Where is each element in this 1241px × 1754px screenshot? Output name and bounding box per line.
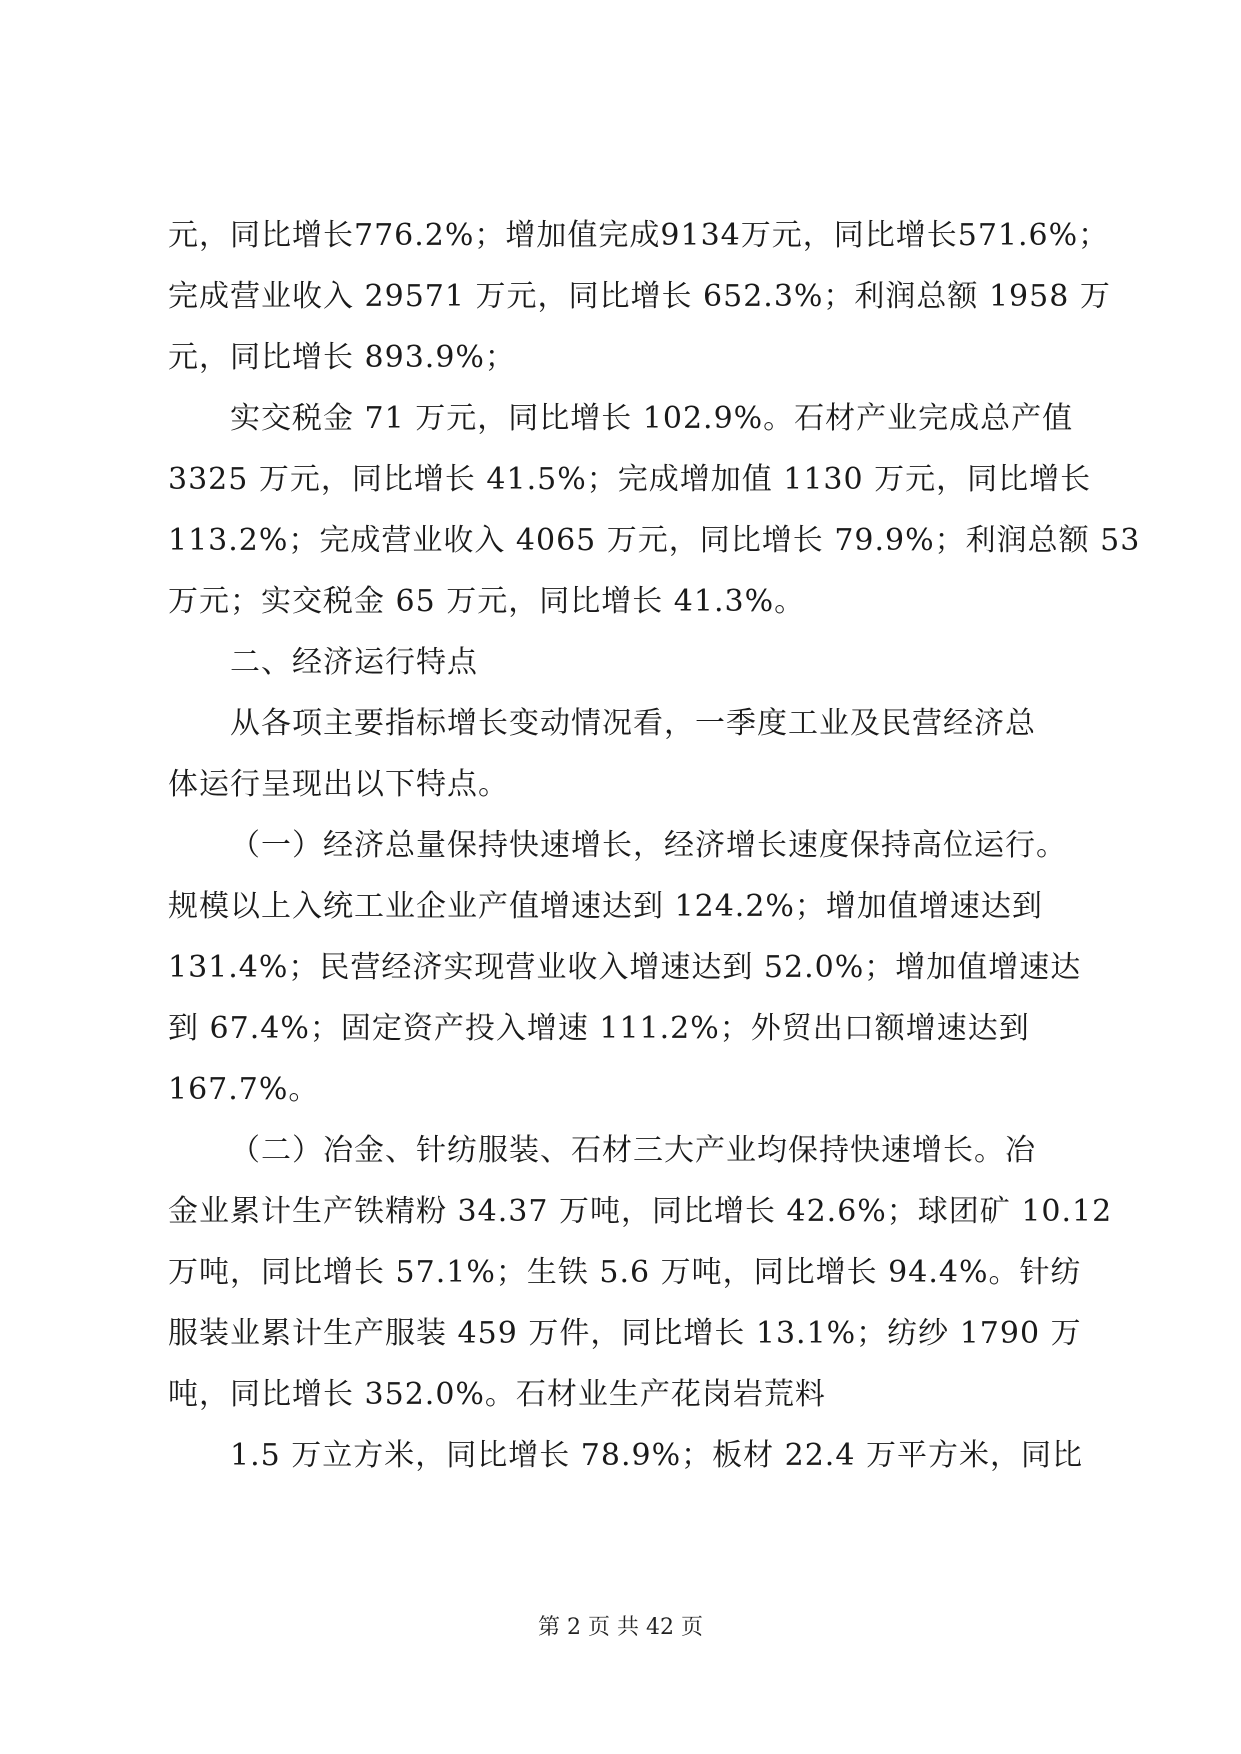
text-line: 从各项主要指标增长变动情况看，一季度工业及民营经济总	[230, 706, 1036, 741]
text-line: 服装业累计生产服装 459 万件，同比增长 13.1%；纺纱 1790 万	[168, 1316, 1082, 1351]
page-number-footer: 第 2 页 共 42 页	[538, 1615, 703, 1640]
text-line: 实交税金 71 万元，同比增长 102.9%。石材产业完成总产值	[230, 401, 1074, 436]
section-heading: 二、经济运行特点	[230, 645, 478, 680]
text-line: 吨，同比增长 352.0%。石材业生产花岗岩荒料	[168, 1377, 826, 1412]
text-line: 完成营业收入 29571 万元，同比增长 652.3%；利润总额 1958 万	[168, 279, 1111, 314]
text-line: 3325 万元，同比增长 41.5%；完成增加值 1130 万元，同比增长	[168, 462, 1092, 497]
text-line: 体运行呈现出以下特点。	[168, 767, 509, 802]
text-line: 规模以上入统工业企业产值增速达到 124.2%；增加值增速达到	[168, 889, 1043, 924]
text-line: 万元；实交税金 65 万元，同比增长 41.3%。	[168, 584, 806, 619]
subsection-heading: （一）经济总量保持快速增长，经济增长速度保持高位运行。	[230, 828, 1067, 863]
text-line: 到 67.4%；固定资产投入增速 111.2%；外贸出口额增速达到	[168, 1011, 1030, 1046]
text-line: 113.2%；完成营业收入 4065 万元，同比增长 79.9%；利润总额 53	[168, 523, 1141, 558]
document-body	[168, 205, 1141, 1486]
subsection-heading: （二）冶金、针纺服装、石材三大产业均保持快速增长。冶	[230, 1133, 1036, 1168]
text-line: 元，同比增长 893.9%；	[168, 340, 516, 375]
text-line: 元，同比增长776.2%；增加值完成9134万元，同比增长571.6%；	[168, 218, 1110, 253]
text-line: 1.5 万立方米，同比增长 78.9%；板材 22.4 万平方米，同比	[230, 1438, 1083, 1473]
text-line: 万吨，同比增长 57.1%；生铁 5.6 万吨，同比增长 94.4%。针纺	[168, 1255, 1082, 1290]
text-line: 167.7%。	[168, 1072, 320, 1107]
text-line: 金业累计生产铁精粉 34.37 万吨，同比增长 42.6%；球团矿 10.12	[168, 1194, 1113, 1229]
text-line: 131.4%；民营经济实现营业收入增速达到 52.0%；增加值增速达	[168, 950, 1082, 985]
